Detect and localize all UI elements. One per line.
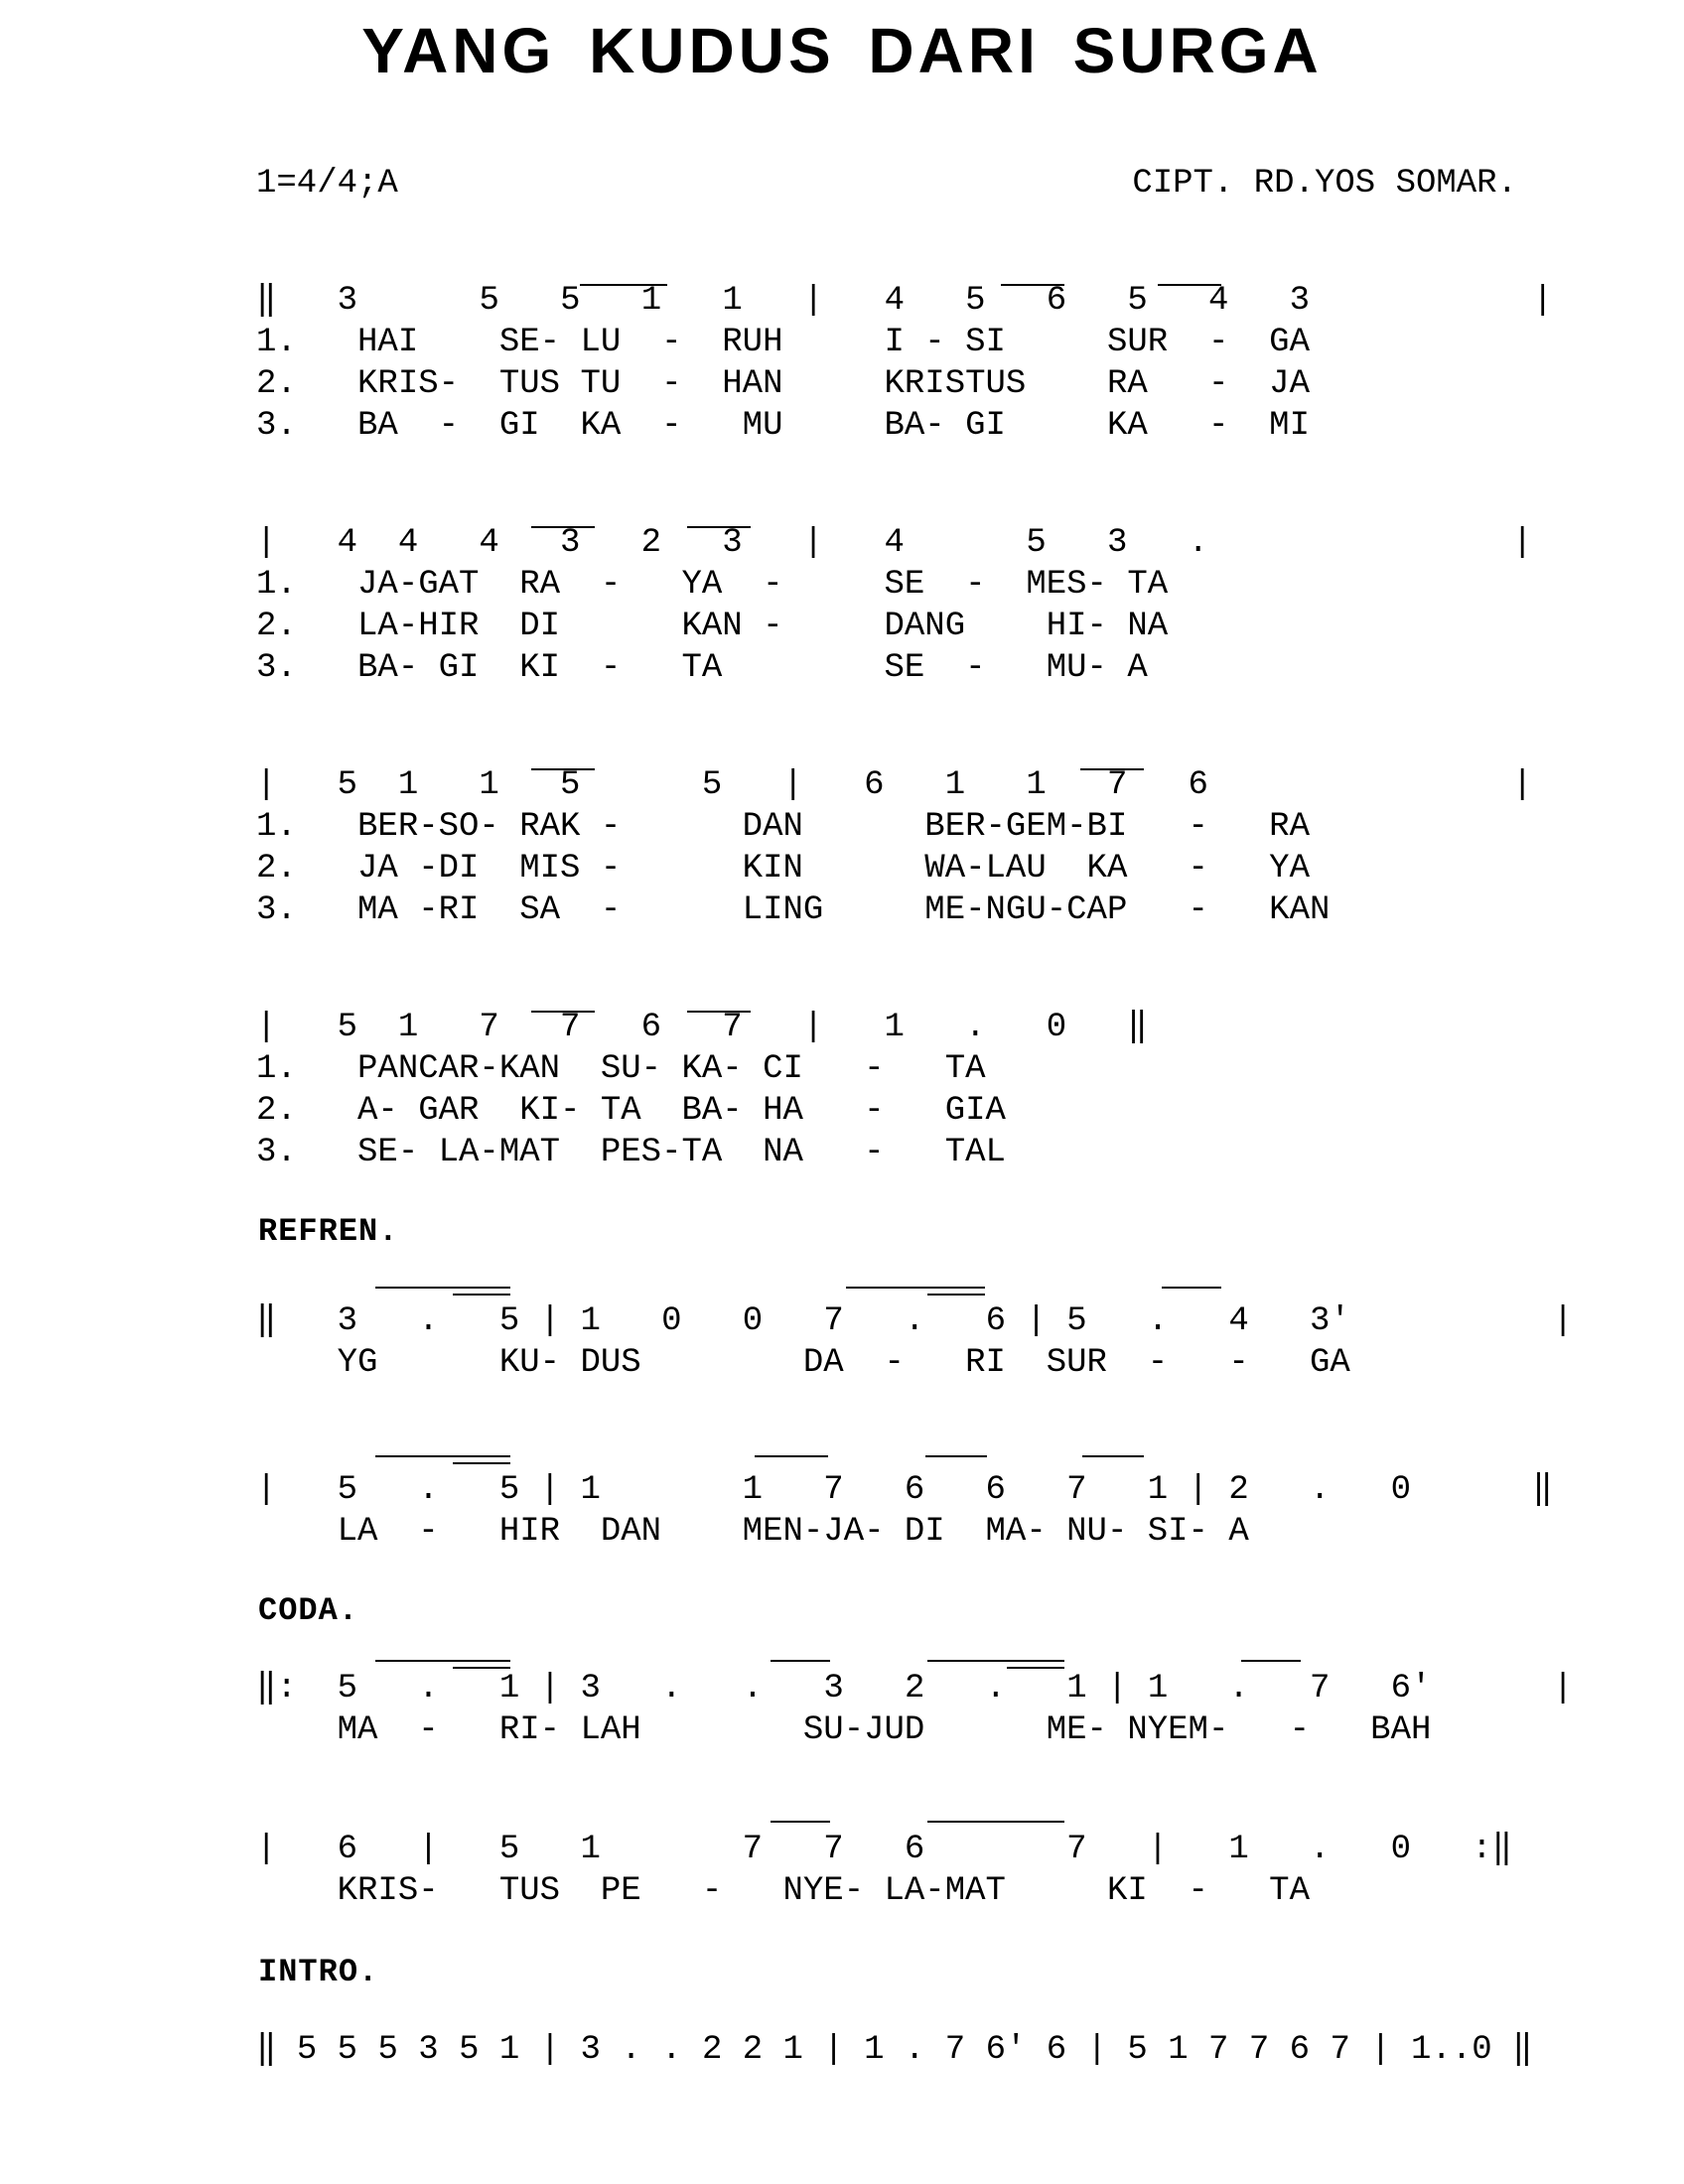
beam — [1080, 768, 1144, 770]
notation-line: | 5 . 5 | 1 1 7 6 6 7 1 | 2 . 0 ‖ — [256, 1471, 1553, 1509]
beam — [755, 1455, 828, 1457]
beam — [846, 1287, 985, 1289]
lyric-line: MA - RI- LAH SU-JUD ME- NYEM- - BAH — [256, 1711, 1432, 1749]
beam — [1001, 284, 1064, 286]
beam — [927, 1821, 1064, 1823]
beam — [927, 1294, 985, 1296]
notation-line: ‖ 3 5 5 1 1 | 4 5 6 5 4 3 | — [256, 282, 1553, 320]
notation-line: ‖: 5 . 1 | 3 . . 3 2 . 1 | 1 . 7 6' | — [256, 1670, 1574, 1707]
beam — [1241, 1660, 1301, 1662]
beam — [925, 1455, 987, 1457]
beam — [531, 1011, 595, 1013]
notation-line: | 5 1 1 5 5 | 6 1 1 7 6 | — [256, 766, 1533, 804]
refrain-line-1 — [256, 1300, 1573, 1384]
lyric-line-verse-3: 3. BA - GI KA - MU BA- GI KA - MI — [256, 407, 1310, 445]
notation-line: ‖ 3 . 5 | 1 0 0 7 . 6 | 5 . 4 3' | — [256, 1302, 1574, 1340]
coda-line-2 — [256, 1829, 1512, 1912]
coda-line-1 — [256, 1668, 1573, 1751]
verse-block-3 — [256, 764, 1532, 931]
composer-credit: CIPT. RD.YOS SOMAR. — [1132, 165, 1517, 203]
lyric-line-verse-3: 3. MA -RI SA - LING ME-NGU-CAP - KAN — [256, 891, 1331, 929]
lyric-line-verse-2: 2. JA -DI MIS - KIN WA-LAU KA - YA — [256, 850, 1310, 887]
beam — [687, 1011, 751, 1013]
notation-line: | 4 4 4 3 2 3 | 4 5 3 . | — [256, 524, 1533, 562]
beam — [580, 284, 667, 286]
lyric-line-verse-2: 2. KRIS- TUS TU - HAN KRISTUS RA - JA — [256, 365, 1310, 403]
beam — [453, 1462, 510, 1464]
beam — [375, 1660, 510, 1662]
lyric-line: KRIS- TUS PE - NYE- LA-MAT KI - TA — [256, 1872, 1310, 1910]
lyric-line-verse-1: 1. JA-GAT RA - YA - SE - MES- TA — [256, 566, 1169, 604]
coda-label: CODA. — [258, 1592, 359, 1629]
lyric-line-verse-2: 2. LA-HIR DI KAN - DANG HI- NA — [256, 608, 1169, 645]
beam — [771, 1660, 830, 1662]
intro-notation-line: ‖ 5 5 5 3 5 1 | 3 . . 2 2 1 | 1 . 7 6' 6 | 5 1 7 7 6 7 | 1..0 ‖ — [256, 2031, 1533, 2069]
beam — [375, 1455, 510, 1457]
beam — [1158, 284, 1221, 286]
verse-block-2 — [256, 522, 1532, 689]
beam — [375, 1287, 510, 1289]
verse-block-4 — [256, 1007, 1148, 1173]
lyric-line: LA - HIR DAN MEN-JA- DI MA- NU- SI- A — [256, 1513, 1249, 1551]
beam — [1082, 1455, 1144, 1457]
beam — [687, 526, 751, 528]
notation-line: | 5 1 7 7 6 7 | 1 . 0 ‖ — [256, 1009, 1148, 1046]
lyric-line: YG KU- DUS DA - RI SUR - - GA — [256, 1344, 1350, 1382]
beam — [1007, 1667, 1064, 1669]
beam — [1162, 1287, 1221, 1289]
notation-line: | 6 | 5 1 7 7 6 7 | 1 . 0 :‖ — [256, 1831, 1513, 1868]
beam — [771, 1821, 830, 1823]
lyric-line-verse-1: 1. HAI SE- LU - RUH I - SI SUR - GA — [256, 324, 1310, 361]
lyric-line-verse-3: 3. BA- GI KI - TA SE - MU- A — [256, 649, 1148, 687]
lyric-line-verse-2: 2. A- GAR KI- TA BA- HA - GIA — [256, 1092, 1006, 1130]
intro-label: INTRO. — [258, 1954, 379, 1990]
beam — [531, 526, 595, 528]
beam — [531, 768, 595, 770]
song-title: YANG KUDUS DARI SURGA — [361, 15, 1323, 86]
verse-block-1 — [256, 280, 1553, 447]
key-signature: 1=4/4;A — [256, 165, 398, 203]
lyric-line-verse-3: 3. SE- LA-MAT PES-TA NA - TAL — [256, 1134, 1006, 1171]
beam — [927, 1660, 1064, 1662]
refrain-line-2 — [256, 1469, 1553, 1553]
lyric-line-verse-1: 1. PANCAR-KAN SU- KA- CI - TA — [256, 1050, 986, 1088]
beam — [453, 1667, 510, 1669]
refrain-label: REFREN. — [258, 1213, 399, 1250]
beam — [453, 1294, 510, 1296]
lyric-line-verse-1: 1. BER-SO- RAK - DAN BER-GEM-BI - RA — [256, 808, 1310, 846]
